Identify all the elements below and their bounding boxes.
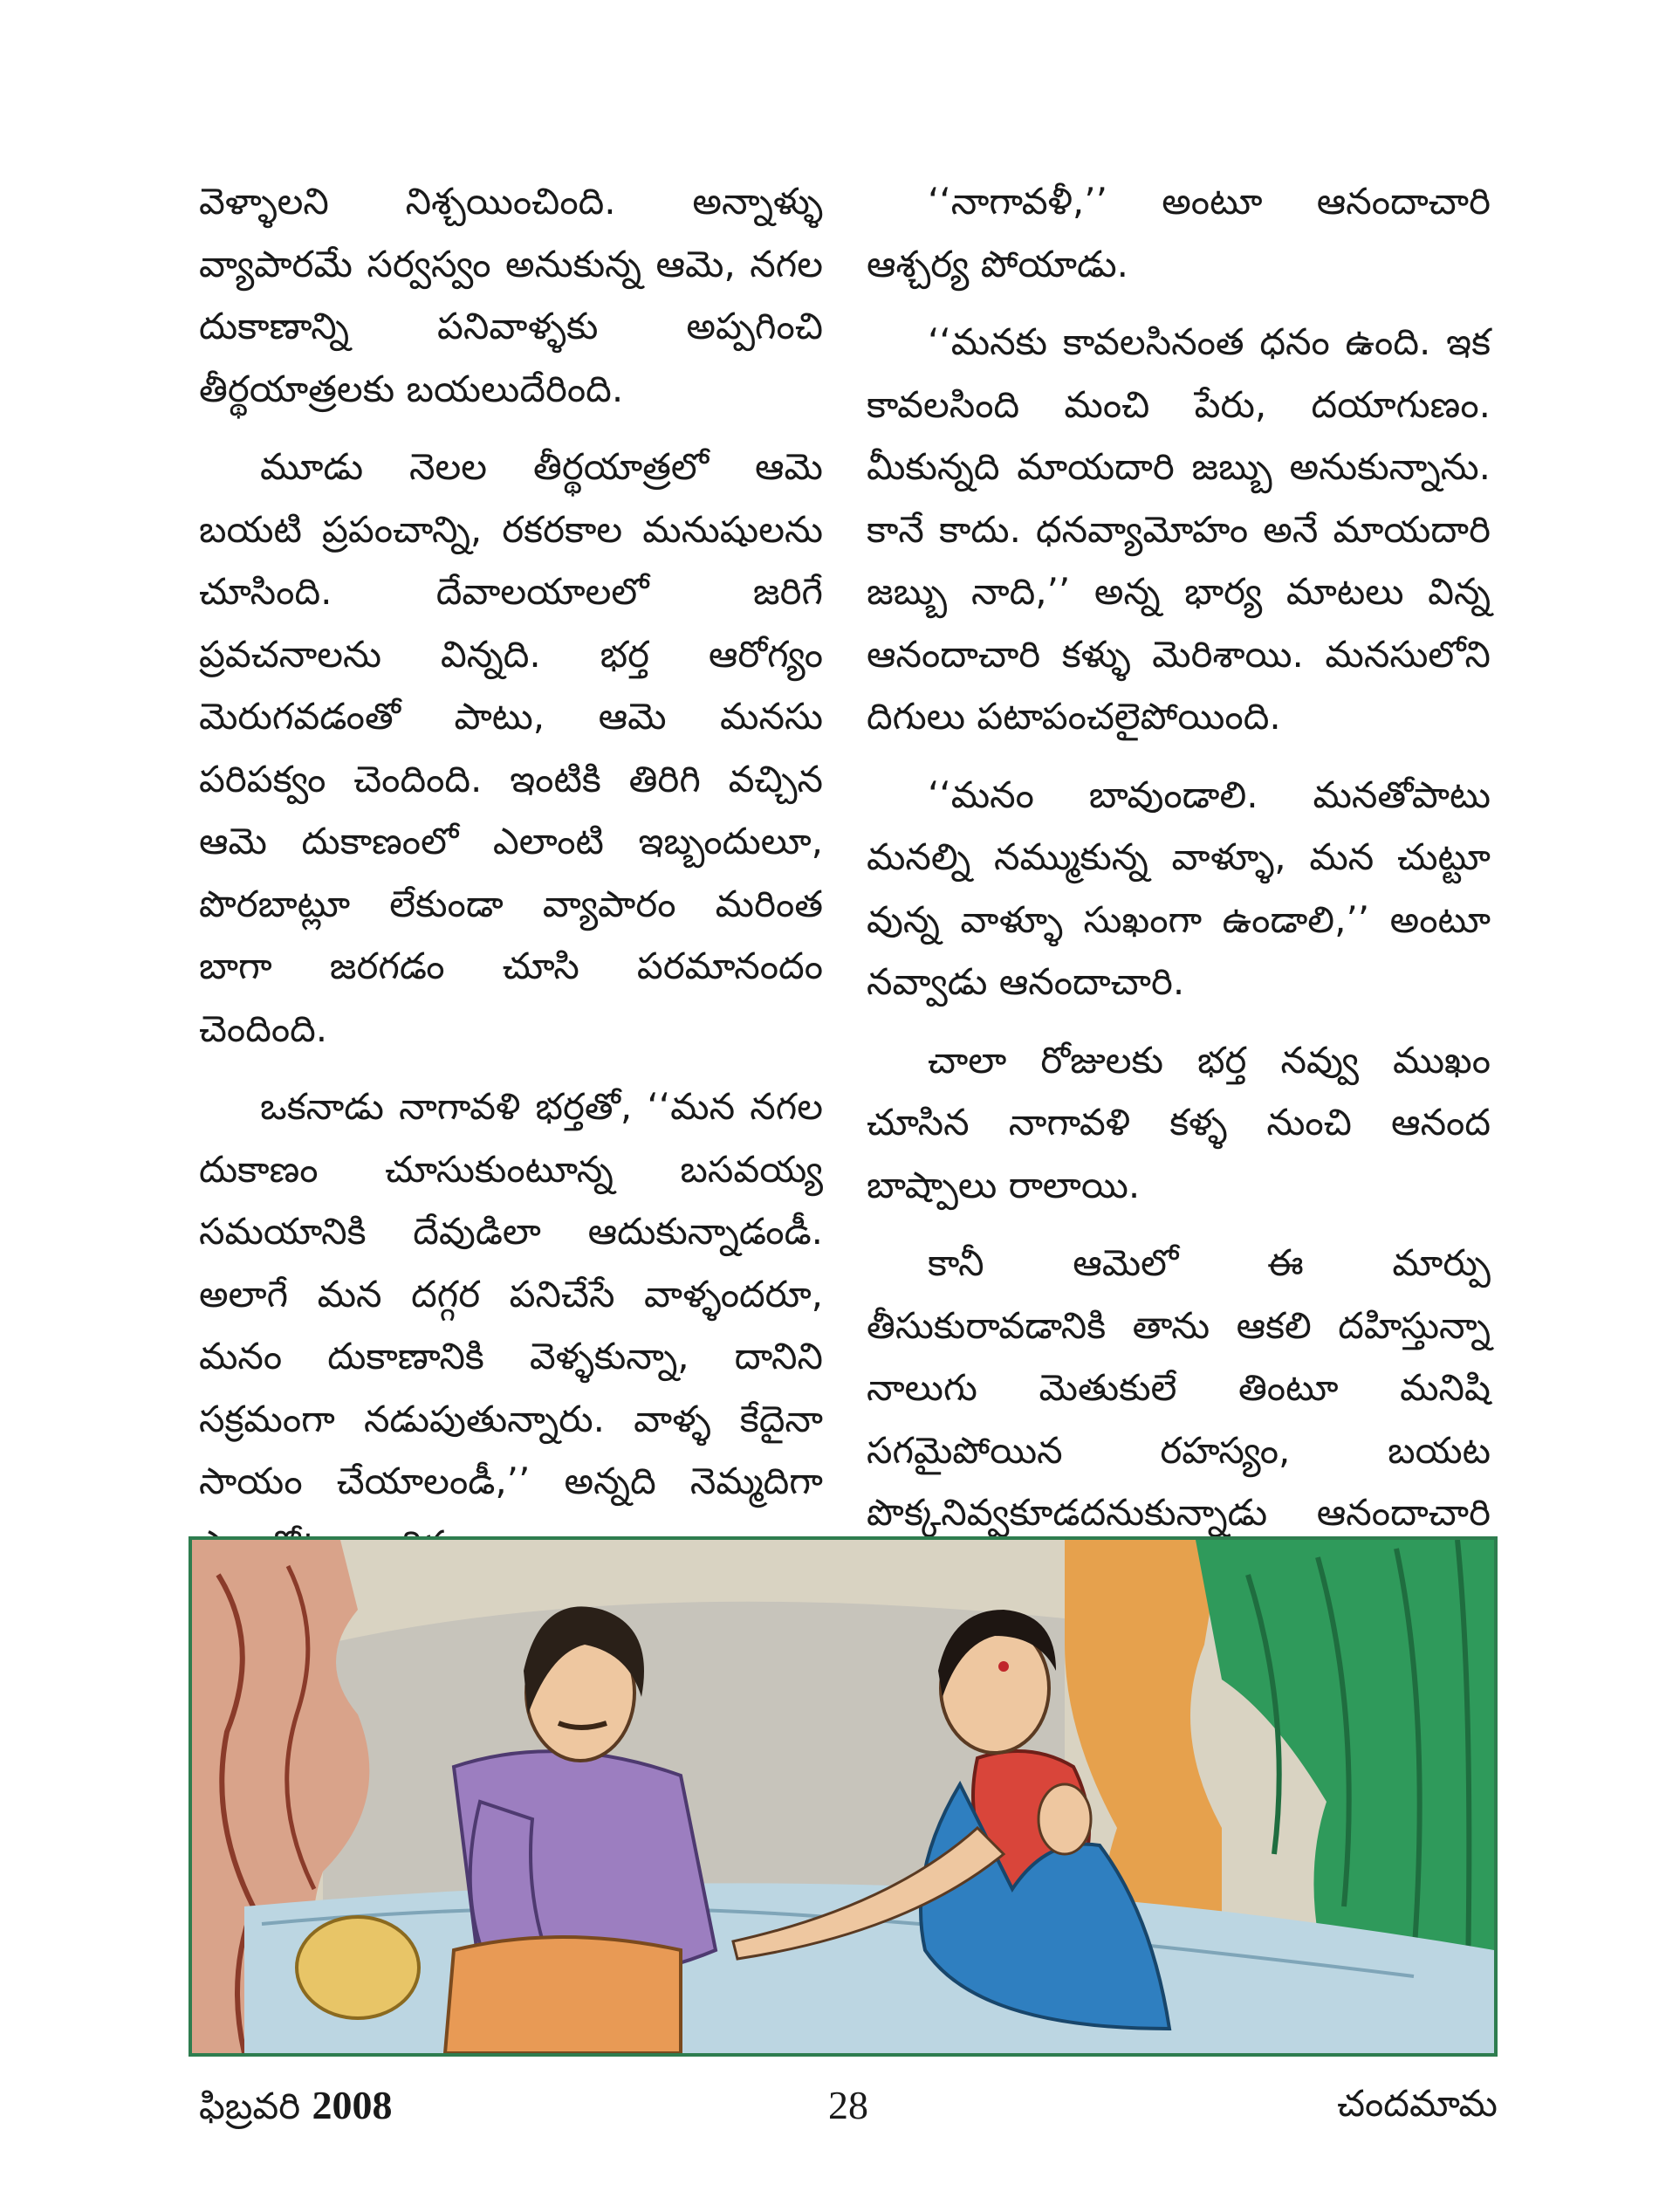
- paragraph: కానీ ఆమెలో ఈ మార్పు తీసుకురావడానికి తాను ఆకలి దహిస్తున్నా నాలుగు మెతుకులే తింటూ మనిషి సగమైపోయిన రహస్యం, బయట పొక్కనివ్వకూడదనుకున్నాడు ఆనందాచారి: [867, 1241, 1491, 1534]
- story-column-right: [867, 170, 1491, 1622]
- paragraph: ‘‘మనం బావుండాలి. మనతోపాటు మనల్ని నమ్ముకున్న వాళ్ళూ, మన చుట్టూ వున్న వాళ్ళూ సుఖంగా ఉండాలి,’’ అంటూ నవ్వాడు ఆనందాచారి.: [867, 773, 1491, 1003]
- story-column-left: [199, 170, 823, 1590]
- paragraph: ‘‘నాగావళీ,’’ అంటూ ఆనందాచారి ఆశ్చర్య పోయాడు.: [867, 180, 1491, 285]
- page-number: 28: [828, 2083, 868, 2127]
- issue-year: 2008: [312, 2083, 393, 2127]
- paragraph: చాలా రోజులకు భర్త నవ్వు ముఖం చూసిన నాగావళి కళ్ళ నుంచి ఆనంద బాష్పాలు రాలాయి.: [867, 1038, 1491, 1206]
- paragraph: ఒకనాడు నాగావళి భర్తతో, ‘‘మన నగల దుకాణం చూసుకుంటూన్న బసవయ్య సమయానికి దేవుడిలా ఆదుకున్నాడండీ. అలాగే మన దగ్గర పనిచేసే వాళ్ళందరూ, మనం దుకాణానికి వెళ్ళకున్నా, దానిని సక్రమంగా నడుపుతున్నారు. వాళ్ళ కేదైనా సాయం చేయాలండీ,’’ అన్నది నెమ్మదిగా: [199, 1085, 823, 1502]
- page-footer: [199, 2082, 1498, 2134]
- paragraph: మూడు నెలల తీర్థయాత్రలో ఆమె బయటి ప్రపంచాన్ని, రకరకాల మనుషులను చూసింది. దేవాలయాలలో జరిగే ప్రవచనాలను విన్నది. భర్త ఆరోగ్యం మెరుగవడంతో పాటు, ఆమె మనసు పరిపక్వం చెందింది. ఇంటికి తిరిగి వచ్చిన ఆమె దుకాణంలో ఎలాంటి ఇబ్బందులూ, పొరబాట్లూ లేకుండా వ్యాపారం మరింత బాగా జరగడం చూసి పరమానందం చెందింది.: [199, 445, 823, 1050]
- magazine-name: చందమామ: [1337, 2082, 1498, 2125]
- issue-month: ఫిబ్రవరి: [199, 2085, 301, 2127]
- story-illustration: [189, 1536, 1498, 2057]
- paragraph: వెళ్ళాలని నిశ్చయించింది. అన్నాళ్ళు వ్యాపారమే సర్వస్వం అనుకున్న ఆమె, నగల దుకాణాన్ని పనివాళ్ళకు అప్పగించి తీర్థయాత్రలకు బయలుదేరింది.: [199, 180, 823, 410]
- paragraph: ‘‘మనకు కావలసినంత ధనం ఉంది. ఇక కావలసింది మంచి పేరు, దయాగుణం. మీకున్నది మాయదారి జబ్బు అనుకున్నాను. కానే కాదు. ధనవ్యామోహం అనే మాయదారి జబ్బు నాది,’’ అన్న భార్య మాటలు విన్న ఆనందాచారి కళ్ళు మెరిశాయి. మనసులోని దిగులు పటాపంచలైపోయింది.: [867, 320, 1491, 738]
